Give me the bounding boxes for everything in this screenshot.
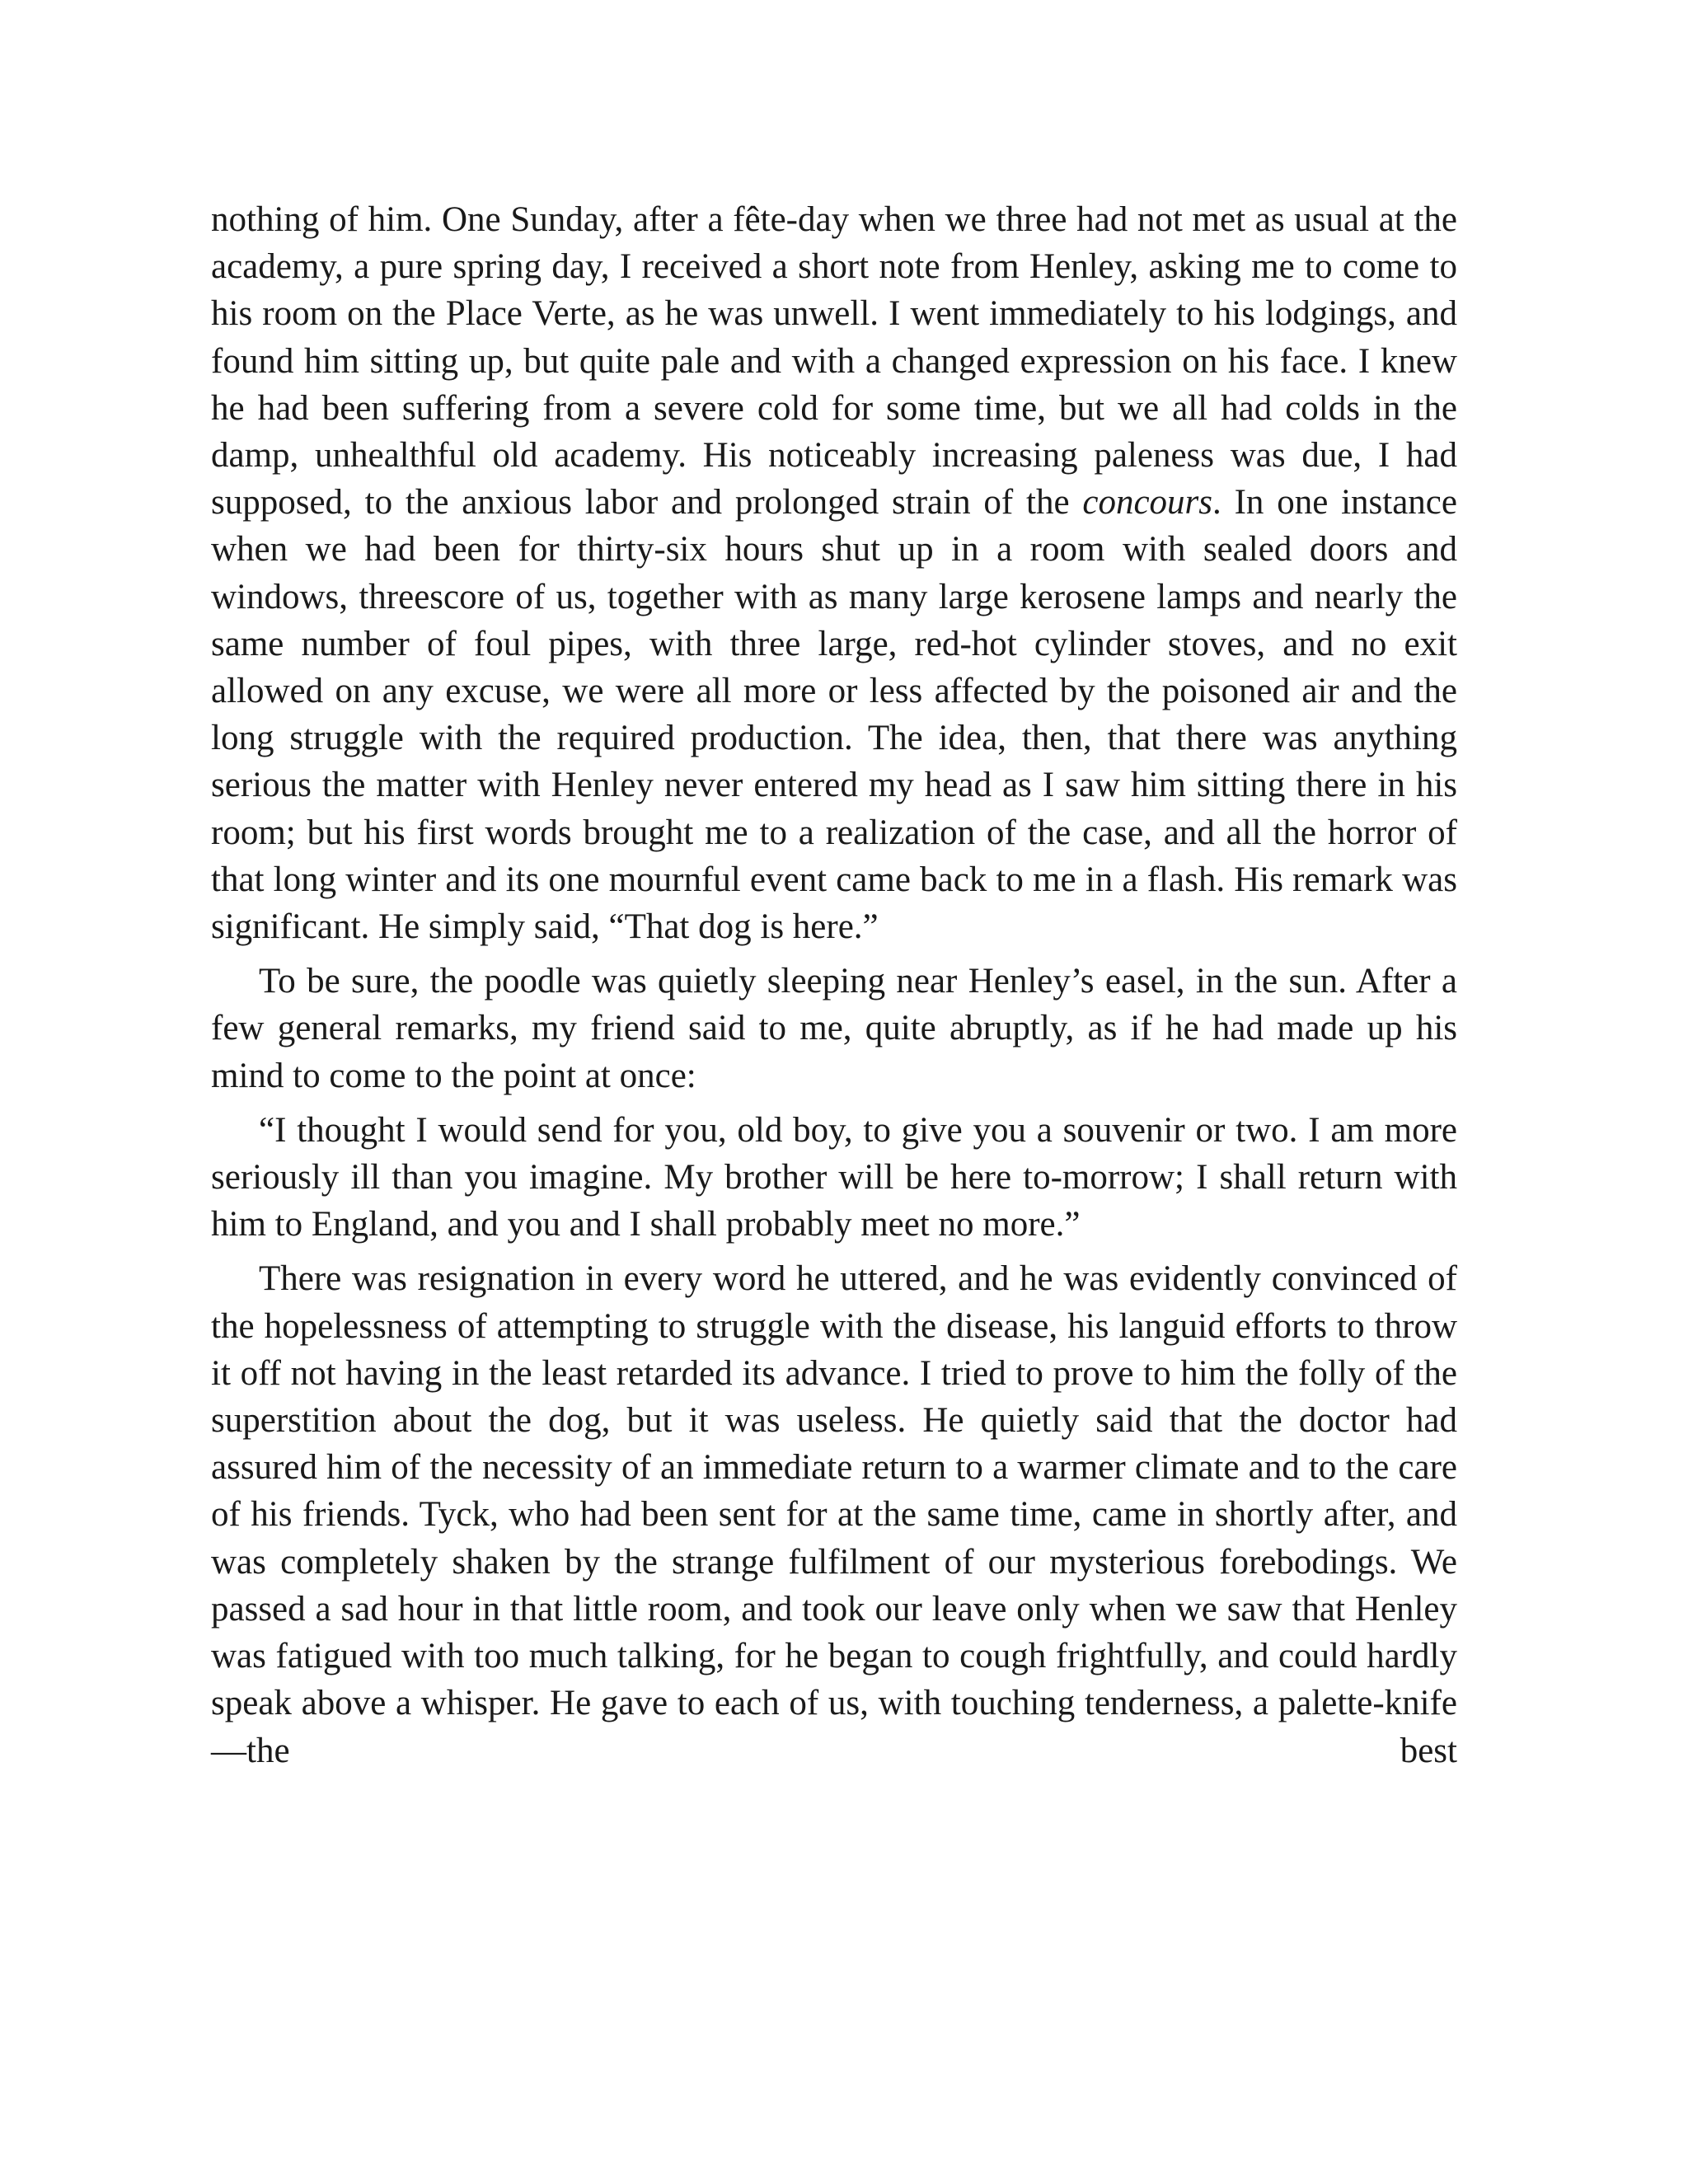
- paragraph-4: [211, 1255, 1457, 1774]
- paragraph-1: [211, 196, 1457, 950]
- paragraph-1-text-b: . In one instance when we had been for thirty-six hours shut up in a room with sealed doors and windows, threescore of us, together with as many large kerosene lamps and nearly the same number of foul pipes, with three large, red-hot cylinder stoves, and no exit allowed on any excuse, we were all more or less affected by the poisoned air and the long struggle with the required production. The idea, then, that there was anything serious the matter with Henley never entered my head as I saw him sitting there in his room; but his first words brought me to a realization of the case, and all the horror of that long winter and its one mournful event came back to me in a flash. His remark was significant. He simply said, “That dog is here.”: [211, 483, 1457, 947]
- body-text: [211, 196, 1457, 1774]
- paragraph-2: [211, 958, 1457, 1099]
- paragraph-3-text: “I thought I would send for you, old boy, to give you a souvenir or two. I am more seriously ill than you imagine. My brother will be here to-morrow; I shall return with him to England, and you and I shall probably meet no more.”: [211, 1110, 1457, 1244]
- paragraph-3: [211, 1107, 1457, 1249]
- paragraph-2-text: To be sure, the poodle was quietly sleeping near Henley’s easel, in the sun. After a few general remarks, my friend said to me, quite abruptly, as if he had made up his mind to come to the point at once:: [211, 962, 1457, 1095]
- paragraph-1-text-a: nothing of him. One Sunday, after a fête-day when we three had not met as usual at the academy, a pure spring day, I received a short note from Henley, asking me to come to his room on the Place Verte, as he was unwell. I went immediately to his lodgings, and found him sitting up, but quite pale and with a changed expression on his face. I knew he had been suffering from a severe cold for some time, but we all had colds in the damp, unhealthful old academy. His noticeably increasing paleness was due, I had supposed, to the anxious labor and prolonged strain of the: [211, 200, 1457, 523]
- paragraph-1-italic-concours: concours: [1082, 483, 1212, 523]
- paragraph-4-text: There was resignation in every word he uttered, and he was evidently convinced of the hopelessness of attempting to struggle with the disease, his languid efforts to throw it off not having in the least retarded its advance. I tried to prove to him the folly of the superstition about the dog, but it was useless. He quietly said that the doctor had assured him of the necessity of an immediate return to a warmer climate and to the care of his friends. Tyck, who had been sent for at the same time, came in shortly after, and was completely shaken by the strange fulfilment of our mysterious forebodings. We passed a sad hour in that little room, and took our leave only when we saw that Henley was fatigued with too much talking, for he began to cough frightfully, and could hardly speak above a whisper. He gave to each of us, with touching tenderness, a palette-knife—the best: [211, 1259, 1457, 1770]
